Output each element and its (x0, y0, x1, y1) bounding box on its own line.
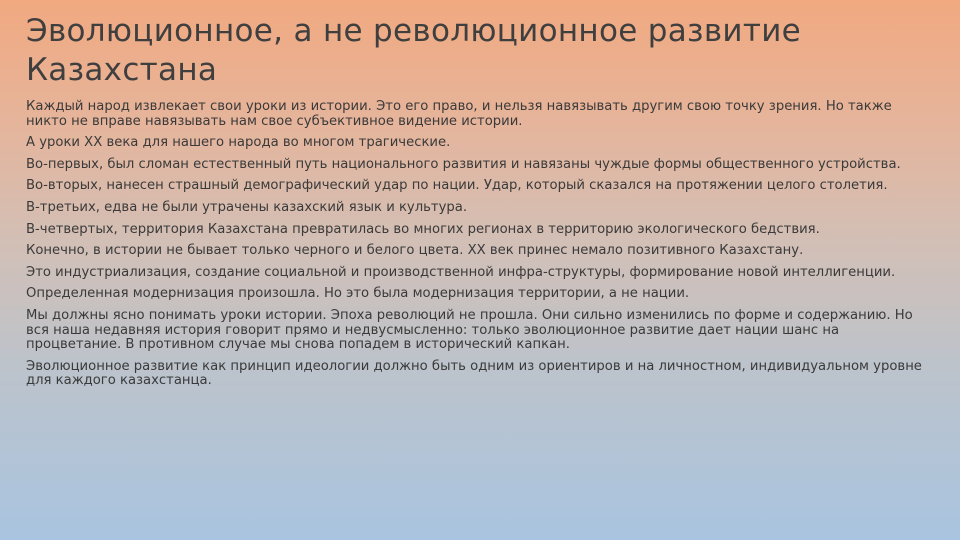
paragraph: В-третьих, едва не были утрачены казахский язык и культура. (26, 199, 468, 215)
paragraph: Эволюционное развитие как принцип идеологии должно быть одним из ориентиров и на личностном, индивидуальном уровне для каждого казахстанца. (26, 358, 922, 389)
paragraph: Это индустриализация, создание социальной и производственной инфра-структуры, формирование новой интеллигенции. (26, 264, 896, 280)
paragraph: Во-вторых, нанесен страшный демографический удар по нации. Удар, который сказался на протяжении целого столетия. (26, 178, 888, 194)
paragraph: Во-первых, был сломан естественный путь национального развития и навязаны чуждые формы общественного устройства. (26, 156, 901, 172)
paragraph: Конечно, в истории не бывает только черного и белого цвета. ХХ век принес немало позитивного Казахстану. (26, 243, 804, 259)
slide-body (26, 100, 931, 396)
paragraph: Каждый народ извлекает свои уроки из истории. Это его право, и нельзя навязывать другим свою точку зрения. Но также никто не вправе навязывать нам свое субъективное видение истории. (26, 99, 892, 129)
paragraph: Мы должны ясно понимать уроки истории. Эпоха революций не прошла. Они сильно изменились по форме и содержанию. Но вся наша недавняя история говорит прямо и недвусмысленно: только эволюционное развитие дает нации шанс на процветание. В противном случае мы снова попадем в исторический капкан. (26, 307, 913, 353)
slide-title: Эволюционное, а не революционное развитие Казахстана (26, 13, 802, 88)
paragraph: А уроки ХХ века для нашего народа во многом трагические. (26, 135, 451, 151)
paragraph: В-четвертых, территория Казахстана превратилась во многих регионах в территорию экологического бедствия. (26, 221, 820, 237)
paragraph: Определенная модернизация произошла. Но это была модернизация территории, а не нации. (26, 286, 690, 302)
